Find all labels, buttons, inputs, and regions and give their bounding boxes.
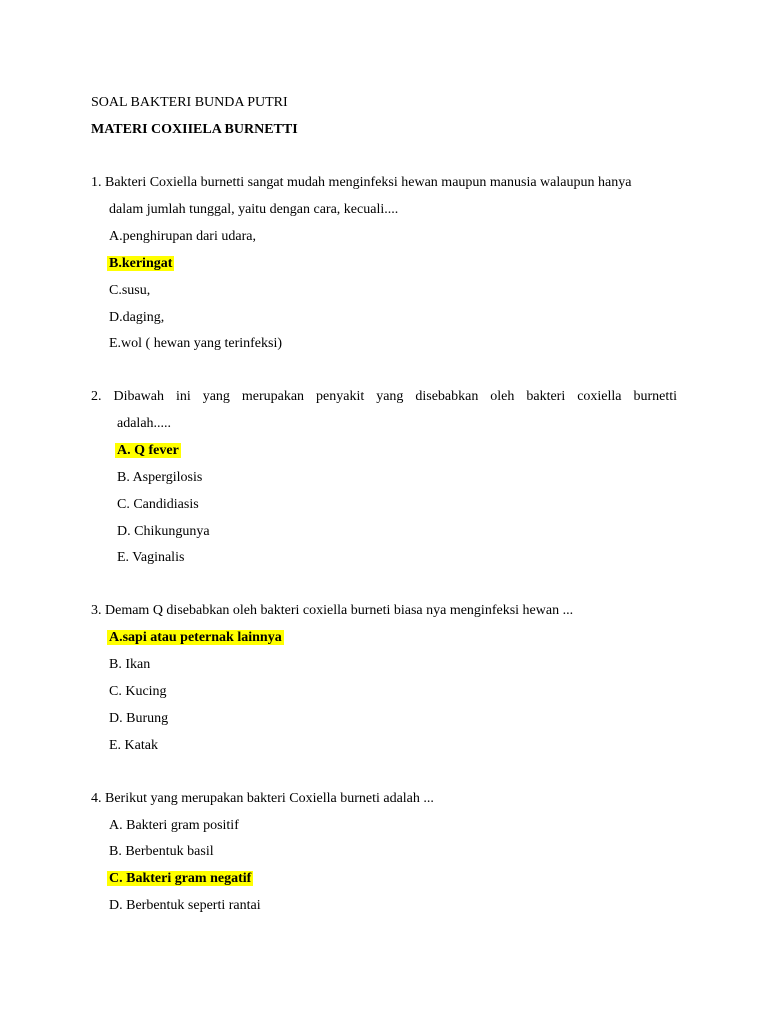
answer-option: B. Aspergilosis xyxy=(117,470,203,485)
answer-option: D. Berbentuk seperti rantai xyxy=(109,898,261,913)
answer-option: A.penghirupan dari udara, xyxy=(109,229,256,244)
question-stem: 4. Berikut yang merupakan bakteri Coxiella burneti adalah ... xyxy=(91,791,434,806)
answer-option: D. Burung xyxy=(109,711,169,726)
document-title: SOAL BAKTERI BUNDA PUTRI xyxy=(91,95,288,110)
question-stem: 3. Demam Q disebabkan oleh bakteri coxiella burneti biasa nya menginfeksi hewan ... xyxy=(91,603,574,618)
answer-option: E. Vaginalis xyxy=(117,550,185,565)
answer-option: D. Chikungunya xyxy=(117,524,210,539)
question-stem-continuation: dalam jumlah tunggal, yaitu dengan cara, kecuali.... xyxy=(109,202,399,217)
answer-option: A. Bakteri gram positif xyxy=(109,818,239,833)
document-subtitle: MATERI COXIIELA BURNETTI xyxy=(91,122,298,137)
answer-option-correct: A.sapi atau peternak lainnya xyxy=(109,630,282,645)
question-stem: 1. Bakteri Coxiella burnetti sangat mudah menginfeksi hewan maupun manusia walaupun hanya xyxy=(91,175,632,190)
answer-option: E. Katak xyxy=(109,738,158,753)
answer-option: C. Candidiasis xyxy=(117,497,199,512)
answer-option: E.wol ( hewan yang terinfeksi) xyxy=(109,336,282,351)
answer-option-correct: A. Q fever xyxy=(117,443,179,458)
answer-option-correct: B.keringat xyxy=(109,256,173,271)
answer-option-correct: C. Bakteri gram negatif xyxy=(109,871,252,886)
answer-option: B. Berbentuk basil xyxy=(109,844,214,859)
answer-option: C. Kucing xyxy=(109,684,167,699)
question-stem: 2. Dibawah ini yang merupakan penyakit yang disebabkan oleh bakteri coxiella burnetti xyxy=(91,389,677,404)
answer-option: D.daging, xyxy=(109,310,165,325)
question-stem-continuation: adalah..... xyxy=(117,416,172,431)
answer-option: B. Ikan xyxy=(109,657,151,672)
answer-option: C.susu, xyxy=(109,283,151,298)
